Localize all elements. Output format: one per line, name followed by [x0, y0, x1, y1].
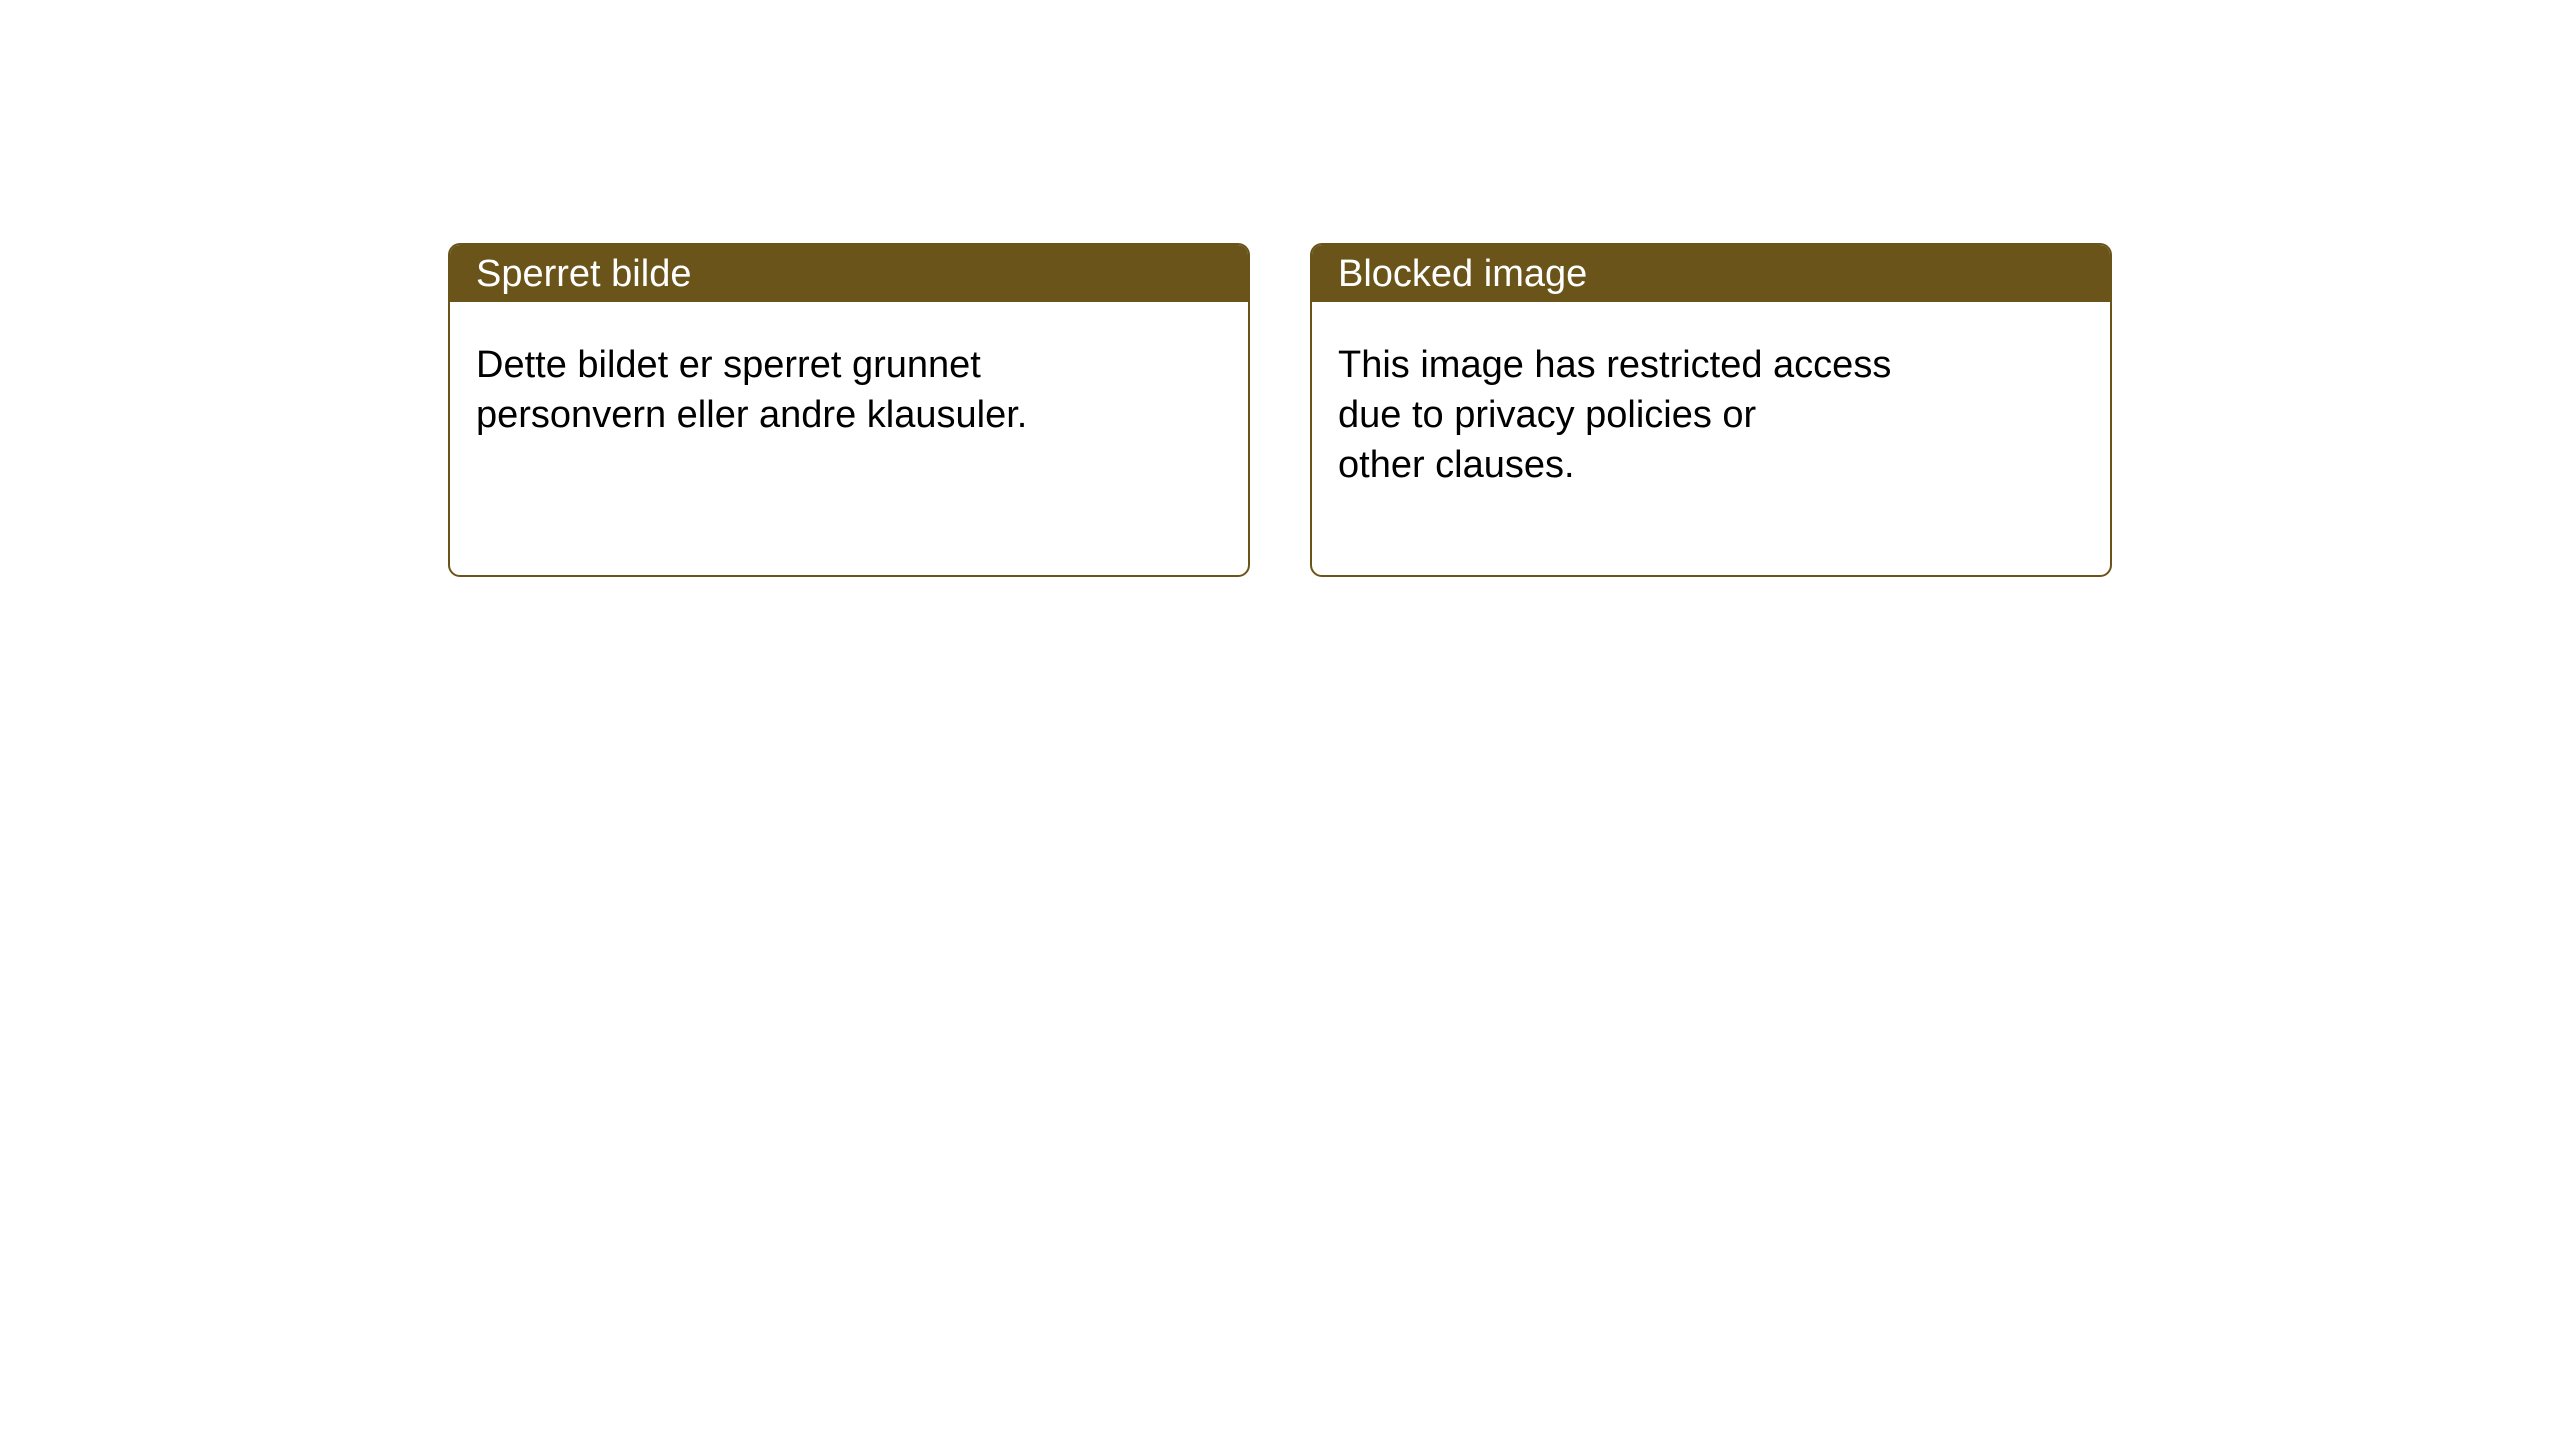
- body-text-line: personvern eller andre klausuler.: [476, 394, 1028, 436]
- card-title-norwegian: Sperret bilde: [476, 252, 692, 295]
- blocked-image-card-english: [1310, 243, 2112, 577]
- body-text-line: due to privacy policies or: [1338, 394, 1757, 436]
- card-header-english: [1312, 245, 2110, 302]
- body-text-line: Dette bildet er sperret grunnet: [476, 344, 981, 386]
- card-body-norwegian: [450, 302, 1248, 440]
- blocked-image-card-norwegian: [448, 243, 1250, 577]
- card-title-english: Blocked image: [1338, 252, 1588, 295]
- body-text-line: This image has restricted access: [1338, 344, 1892, 386]
- card-body-english: [1312, 302, 2110, 490]
- body-text-line: other clauses.: [1338, 444, 1575, 486]
- card-header-norwegian: [450, 245, 1248, 302]
